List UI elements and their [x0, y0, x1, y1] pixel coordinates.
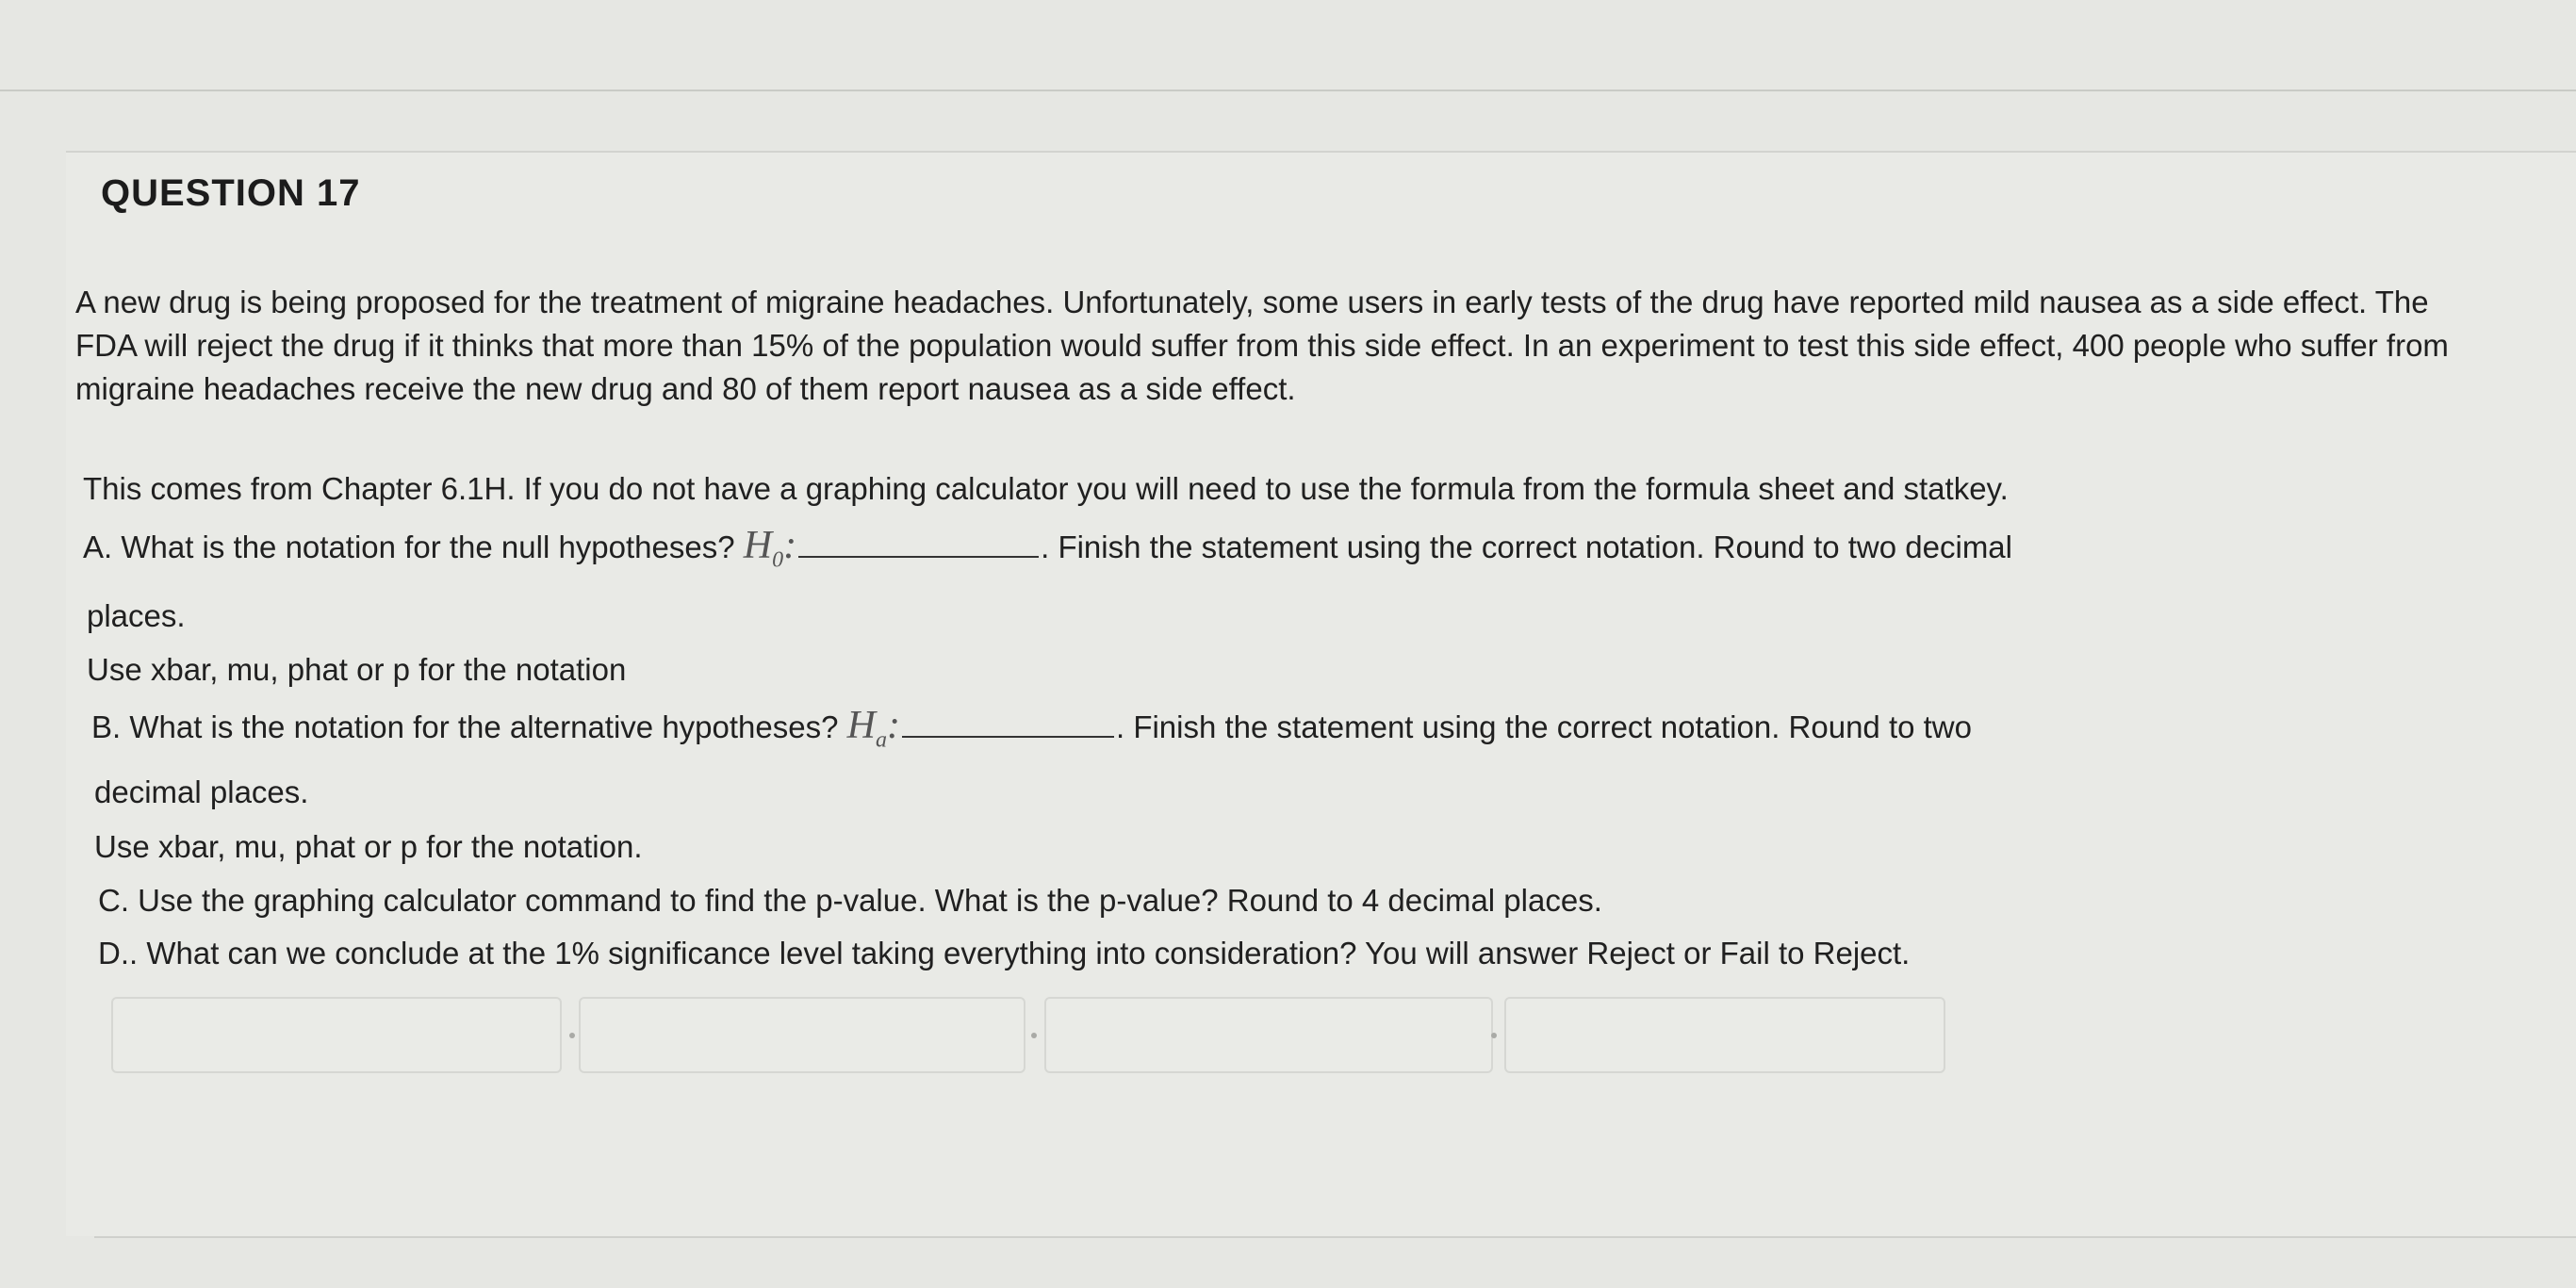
- part-b-line: [91, 703, 1972, 753]
- answer-field-c[interactable]: [1044, 997, 1493, 1073]
- question-title: QUESTION 17: [101, 172, 361, 214]
- part-a-instruction: . Finish the statement using the correct notation. Round to two decimal: [1041, 530, 2012, 564]
- null-hypothesis-symbol: $H_0$:: [743, 524, 797, 573]
- part-b-hint: Use xbar, mu, phat or p for the notation.: [94, 829, 643, 864]
- part-a-line: [83, 523, 2012, 573]
- part-b-prompt: B. What is the notation for the alternative hypotheses?: [91, 709, 839, 744]
- part-c-question: C. Use the graphing calculator command to find the p-value. What is the p-value? Round to 4 decimal places.: [98, 883, 1602, 918]
- answer-field-a[interactable]: [111, 997, 562, 1073]
- separator-dot: [1491, 1033, 1497, 1038]
- part-b-answer-blank: [902, 734, 1114, 738]
- part-b-instruction: . Finish the statement using the correct notation. Round to two: [1115, 709, 1972, 744]
- answer-field-b[interactable]: [579, 997, 1025, 1073]
- part-a-continuation: places.: [87, 598, 186, 633]
- answer-field-d[interactable]: [1504, 997, 1945, 1073]
- part-a-answer-blank: [798, 554, 1039, 558]
- part-a-hint: Use xbar, mu, phat or p for the notation: [87, 652, 627, 687]
- bottom-divider: [94, 1236, 2576, 1238]
- part-d-question: D.. What can we conclude at the 1% significance level taking everything into consideration? You will answer Reject or Fail to Reject.: [98, 936, 1911, 970]
- separator-dot: [569, 1033, 575, 1038]
- part-a-prompt: A. What is the notation for the null hypotheses?: [83, 530, 735, 564]
- source-note: This comes from Chapter 6.1H. If you do not have a graphing calculator you will need to use the formula from the formula sheet and statkey.: [83, 471, 2009, 506]
- separator-dot: [1031, 1033, 1037, 1038]
- top-divider: [0, 90, 2576, 91]
- part-b-continuation: decimal places.: [94, 774, 309, 809]
- question-intro: A new drug is being proposed for the treatment of migraine headaches. Unfortunately, some users in early tests of the drug have reported mild nausea as a side effect. The FDA will reject the drug if it thinks that more than 15% of the population would suffer from this side effect. In an experiment to test this side effect, 400 people who suffer from migraine headaches receive the new drug and 80 of them report nausea as a side effect.: [75, 285, 2449, 406]
- alternative-hypothesis-symbol: $H_a$:: [846, 704, 900, 753]
